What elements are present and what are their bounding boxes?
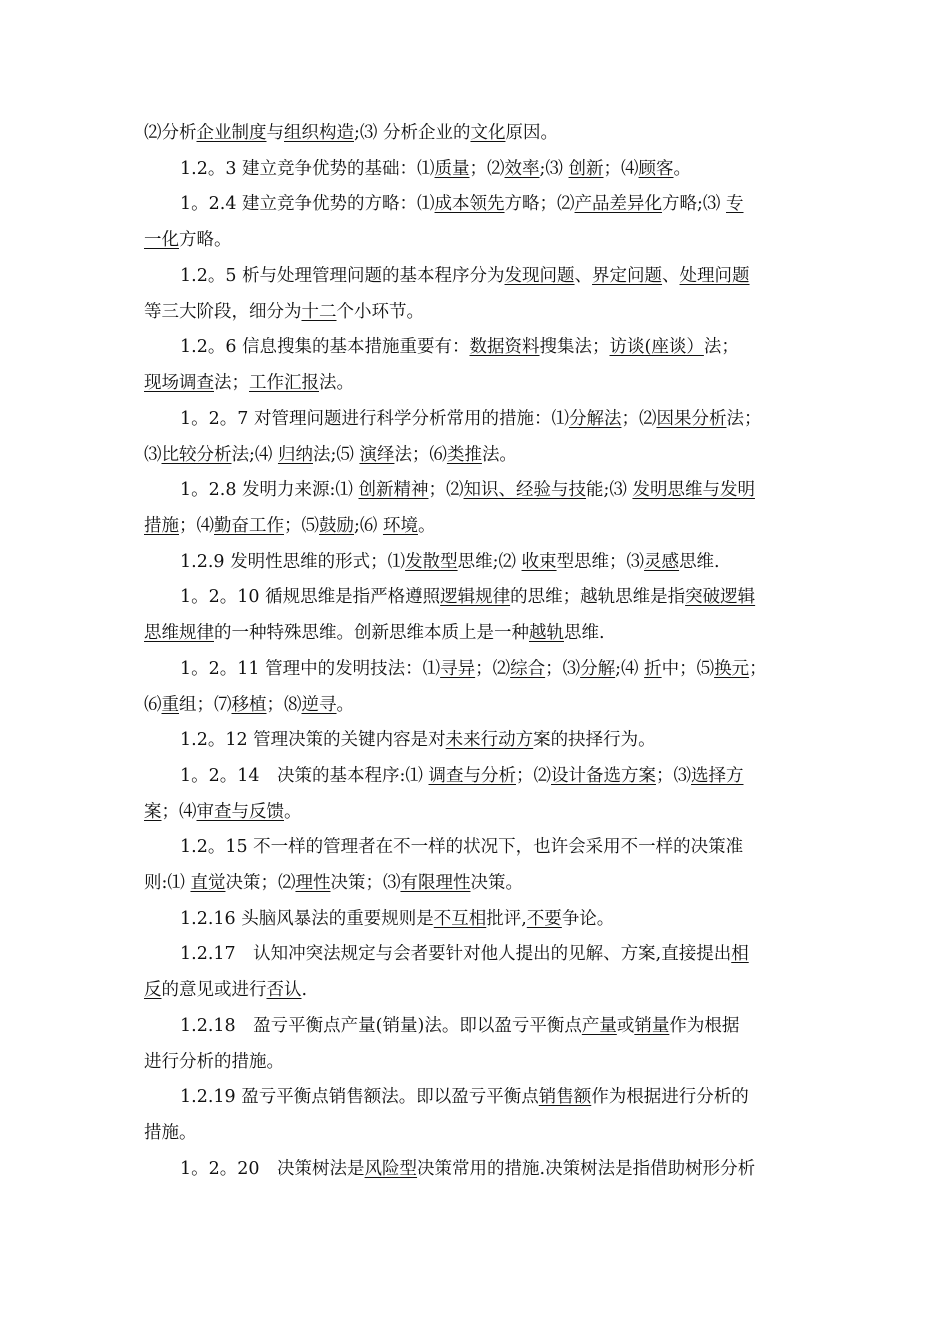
paragraph [144, 830, 812, 901]
text-run: 1。2。20 决策树法是 [180, 1159, 365, 1179]
underlined-term: 调查与分析 [428, 766, 516, 786]
text-line [144, 473, 812, 509]
underlined-term: 创新 [568, 159, 604, 179]
underlined-term: 不要 [526, 909, 562, 929]
text-run: ；⑵ [516, 766, 551, 786]
text-run: ；⑵ [469, 159, 505, 179]
paragraph [144, 1152, 812, 1188]
text-run: 作为根据 [669, 1016, 740, 1036]
text-run: 方略；⑵ [504, 194, 575, 214]
underlined-term: 界定问题 [592, 266, 663, 286]
text-run: 、 [662, 266, 680, 286]
text-line [144, 509, 812, 545]
text-run: 1.2.16 头脑风暴法的重要规则是 [180, 909, 434, 929]
text-run: 。 [673, 159, 691, 179]
text-run: 1.2。5 析与处理管理问题的基本程序分为 [180, 266, 505, 286]
text-run: 1.2.19 盈亏平衡点销售额法。即以盈亏平衡点 [180, 1087, 539, 1107]
underlined-term: 创新精神 [358, 480, 429, 500]
text-line [144, 830, 812, 866]
underlined-term: 顾客 [638, 159, 674, 179]
paragraph [144, 937, 812, 1008]
text-run: 1.2.9 发明性思维的形式；⑴ [180, 552, 406, 572]
underlined-term: 思维规律 [144, 622, 214, 643]
text-run: 争论。 [561, 909, 615, 929]
text-line [144, 1045, 812, 1081]
text-run: 1.2。12 管理决策的关键内容是对 [180, 730, 446, 750]
paragraph [144, 652, 812, 723]
text-run: 1。2。10 循规思维是指严格遵照 [180, 587, 441, 607]
text-run: ;⑷ [615, 659, 645, 679]
underlined-term: 折 [644, 659, 662, 679]
paragraph [144, 259, 812, 330]
text-run: 1.2.18 盈亏平衡点产量(销量)法。即以盈亏平衡点 [180, 1016, 582, 1036]
text-run: 决策。 [470, 872, 523, 893]
underlined-term: 发现问题 [504, 266, 575, 286]
text-run: 1。2.4 建立竞争优势的方略：⑴ [180, 194, 435, 214]
text-run: ;⑶ 分析企业的 [354, 123, 471, 143]
text-line [144, 152, 812, 188]
underlined-term: 数据资料 [469, 337, 540, 357]
text-run: 法。 [319, 372, 354, 393]
text-run: 思维. [564, 622, 605, 643]
text-line [144, 116, 812, 152]
underlined-term: 审查与反馈 [196, 801, 284, 822]
text-run: ⑵分析 [144, 123, 197, 143]
text-run: 搜集法； [539, 337, 610, 357]
underlined-term: 类推 [446, 444, 482, 465]
underlined-term: 直觉 [190, 872, 226, 893]
text-run: 思维;⑵ [457, 552, 522, 572]
text-line [144, 187, 812, 223]
text-run: 、 [574, 266, 593, 286]
text-run: 或 [616, 1016, 635, 1036]
text-run: 的一种特殊思维。创新思维本质上是一种 [214, 622, 529, 643]
text-run: ； [749, 659, 767, 679]
underlined-term: 逆寻 [301, 694, 337, 715]
underlined-term: 工作汇报 [249, 372, 319, 393]
underlined-term: 收束 [521, 552, 557, 572]
text-run: 组；⑺ [179, 694, 232, 715]
underlined-term: 效率 [504, 159, 540, 179]
underlined-term: 移植 [231, 694, 267, 715]
text-run: 案的抉择行为。 [533, 730, 656, 750]
paragraph [144, 759, 812, 830]
underlined-term: 分解 [580, 659, 616, 679]
text-run: 型思维；⑶ [556, 552, 645, 572]
underlined-term: 现场调查 [144, 372, 214, 393]
text-line [144, 295, 812, 331]
underlined-term: 发明思维与发明 [632, 480, 755, 500]
text-run: 法； [214, 372, 249, 393]
text-run: 决策；⑶ [330, 872, 401, 893]
text-line [144, 580, 812, 616]
underlined-term: 因果分析 [656, 409, 727, 429]
text-run: 思维. [679, 552, 720, 572]
text-line [144, 223, 812, 259]
underlined-term: 措施 [144, 515, 179, 536]
underlined-term: 访谈(座谈） [609, 337, 704, 357]
text-line [144, 259, 812, 295]
text-line [144, 402, 812, 438]
paragraph [144, 723, 812, 759]
underlined-term: 设计备选方案 [551, 766, 656, 786]
underlined-term: 产量 [581, 1016, 617, 1036]
text-line [144, 366, 812, 402]
text-run: 方略。 [179, 229, 232, 250]
underlined-term: 比较分析 [161, 444, 232, 465]
underlined-term: 未来行动方 [445, 730, 534, 750]
text-line [144, 866, 812, 902]
text-line [144, 1080, 812, 1116]
text-run: ；⑷ [179, 515, 214, 536]
text-run: 法； [726, 409, 762, 429]
text-line [144, 545, 812, 581]
text-line [144, 795, 812, 831]
underlined-term: 企业制度 [196, 123, 267, 143]
text-line [144, 438, 812, 474]
paragraph [144, 330, 812, 401]
underlined-term: 销量 [634, 1016, 670, 1036]
text-run: 1.2。6 信息搜集的基本措施重要有： [180, 337, 470, 357]
text-run: 1。2.8 发明力来源:⑴ [180, 480, 359, 500]
paragraph [144, 902, 812, 938]
text-run: 决策常用的措施.决策树法是指借助树形分析 [417, 1159, 756, 1179]
underlined-term: 产品差异化 [574, 194, 663, 214]
underlined-term: 成本领先 [434, 194, 505, 214]
underlined-term: 发散型 [405, 552, 458, 572]
text-run: ⑹ [144, 694, 162, 715]
text-run: 决策；⑵ [225, 872, 296, 893]
text-run: 的意见或进行 [161, 979, 267, 1000]
text-run: 1。2。14 决策的基本程序:⑴ [180, 766, 429, 786]
text-run: 批评, [486, 909, 527, 929]
text-run: 1。2。7 对管理问题进行科学分析常用的措施：⑴ [180, 409, 569, 429]
text-line [144, 902, 812, 938]
underlined-term: 销售额 [538, 1087, 592, 1107]
text-run: ；⑵ [428, 480, 464, 500]
text-line [144, 1116, 812, 1152]
paragraph [144, 116, 812, 152]
underlined-term: 演绎 [359, 444, 395, 465]
underlined-term: 重 [161, 694, 179, 715]
text-run: ；⑻ [266, 694, 302, 715]
underlined-term: 寻异 [440, 659, 476, 679]
text-line [144, 652, 812, 688]
underlined-term: 十二 [301, 301, 337, 322]
text-run: 1.2.17 认知冲突法规定与会者要针对他人提出的见解、方案,直接提出 [180, 944, 732, 964]
paragraph [144, 1009, 812, 1080]
text-run: 则:⑴ [144, 872, 191, 893]
underlined-term: 灵感 [644, 552, 680, 572]
text-line [144, 723, 812, 759]
text-run: 法； [703, 337, 739, 357]
underlined-term: 换元 [714, 659, 750, 679]
text-run: 与 [266, 123, 284, 143]
underlined-term: 有限理性 [400, 872, 471, 893]
paragraph [144, 402, 812, 473]
underlined-term: 勤奋工作 [214, 515, 284, 536]
text-line [144, 973, 812, 1009]
underlined-term: 越轨 [529, 622, 564, 643]
text-run: 。 [417, 515, 436, 536]
underlined-term: 质量 [434, 159, 470, 179]
text-run: ；⑷ [161, 801, 197, 822]
text-run: ；⑶ [545, 659, 581, 679]
paragraph [144, 473, 812, 544]
paragraph [144, 545, 812, 581]
text-run: 等三大阶段，细分为 [144, 301, 302, 322]
text-run: 法;⑷ [231, 444, 278, 465]
underlined-term: 不互相 [433, 909, 487, 929]
text-run: 原因。 [505, 123, 558, 143]
text-run: 法;⑸ [312, 444, 360, 465]
text-run: 的思维；越轨思维是指 [510, 587, 686, 607]
text-line [144, 1009, 812, 1045]
paragraph [144, 187, 812, 258]
underlined-term: 归纳 [277, 444, 313, 465]
text-run: ；⑵ [475, 659, 511, 679]
underlined-term: 知识、经验与技 [463, 480, 586, 500]
paragraph [144, 1080, 812, 1151]
underlined-term: 环境 [382, 515, 418, 536]
underlined-term: 一化 [144, 229, 179, 250]
underlined-term: 综合 [510, 659, 546, 679]
text-run: 进行分析的措施。 [144, 1051, 284, 1072]
text-run: 中；⑸ [661, 659, 715, 679]
text-run: ；⑶ [656, 766, 691, 786]
text-run: 1.2。3 建立竞争优势的基础：⑴ [180, 159, 435, 179]
text-run: . [301, 979, 308, 1000]
text-run: ；⑸ [284, 515, 319, 536]
text-line [144, 616, 812, 652]
underlined-term: 鼓励 [319, 515, 354, 536]
underlined-term: 逻辑规律 [440, 587, 511, 607]
underlined-term: 反 [144, 979, 162, 1000]
underlined-term: 组织构造 [284, 123, 354, 143]
text-run: ；⑷ [603, 159, 639, 179]
text-run: ；⑵ [621, 409, 657, 429]
underlined-term: 处理问题 [679, 266, 750, 286]
text-run: 1.2。15 不一样的管理者在不一样的状况下，也许会采用不一样的决策准 [180, 837, 744, 857]
underlined-term: 案 [144, 801, 162, 822]
underlined-term: 突破逻辑 [685, 587, 756, 607]
text-run: 作为根据进行分析的 [591, 1087, 749, 1107]
paragraph [144, 580, 812, 651]
text-run: 法；⑹ [394, 444, 447, 465]
text-line [144, 759, 812, 795]
underlined-term: 文化 [470, 123, 506, 143]
text-line [144, 937, 812, 973]
underlined-term: 理性 [295, 872, 331, 893]
underlined-term: 选择方 [691, 766, 744, 786]
text-run: ⑶ [144, 444, 162, 465]
text-run: 法。 [481, 444, 517, 465]
text-line [144, 1152, 812, 1188]
text-run: 。 [284, 801, 302, 822]
text-run: 措施。 [144, 1122, 197, 1143]
paragraph [144, 152, 812, 188]
text-run: 能;⑶ [586, 480, 633, 500]
text-run: 个小环节。 [336, 301, 424, 322]
text-line [144, 688, 812, 724]
text-run: 1。2。11 管理中的发明技法：⑴ [180, 659, 441, 679]
text-run: 方略;⑶ [662, 194, 726, 214]
text-run: ;⑹ [354, 515, 383, 536]
text-run: ;⑶ [539, 159, 569, 179]
underlined-term: 相 [731, 944, 749, 964]
text-run: 。 [336, 694, 354, 715]
text-line [144, 330, 812, 366]
underlined-term: 否认 [266, 979, 302, 1000]
underlined-term: 风险型 [364, 1159, 418, 1179]
underlined-term: 专 [726, 194, 744, 214]
underlined-term: 分解法 [568, 409, 622, 429]
